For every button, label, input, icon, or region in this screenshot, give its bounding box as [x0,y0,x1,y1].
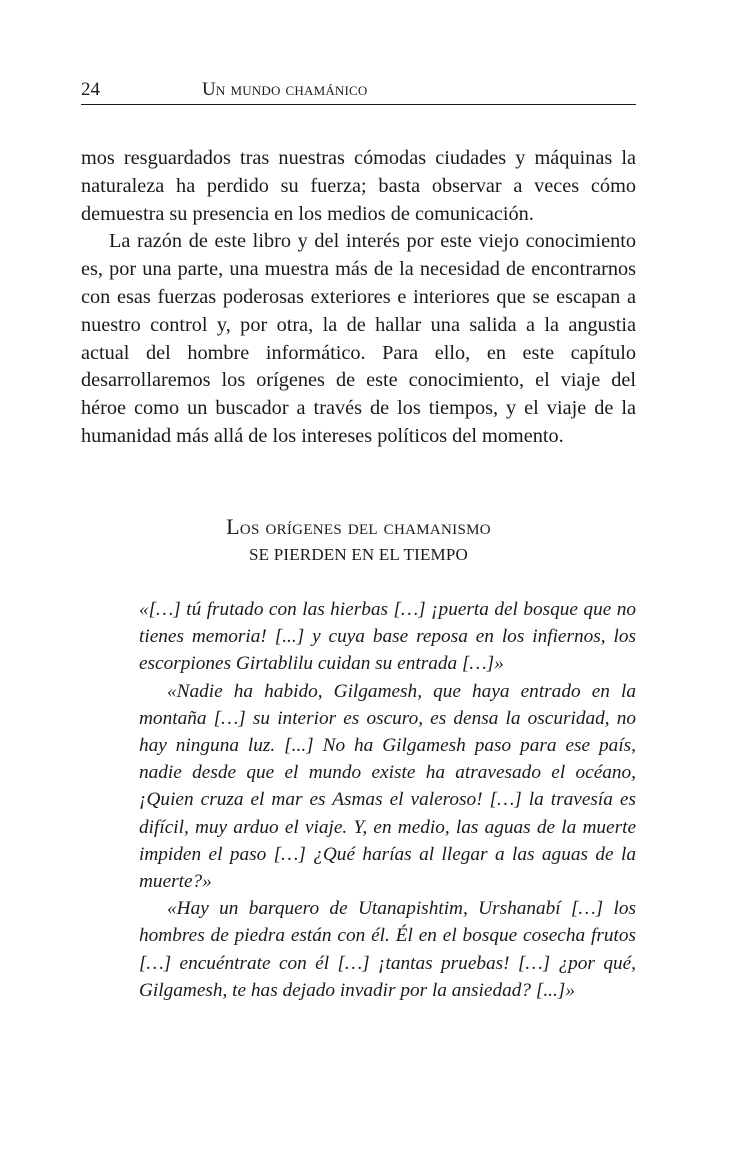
running-title: Un mundo chamánico [202,79,368,100]
quote-paragraph: «Nadie ha habido, Gilgamesh, que haya entrado en la montaña […] su interior es oscuro, es densa la oscuridad, no hay ninguna luz. [...] No ha Gilgamesh paso para ese país, nadie desde que el mundo existe ha atravesado el océano, ¡Quien cruza el mar es Asmas el valeroso! […] la travesía es difícil, muy arduo el viaje. Y, en medio, las aguas de la muerte impiden el paso […] ¿Qué harías al llegar a las aguas de la muerte?» [139,680,636,893]
page-number: 24 [81,79,100,100]
quote-paragraph: «[…] tú frutado con las hierbas […] ¡puerta del bosque que no tienes memoria! [...] y cuya base reposa en los infiernos, los escorpiones Girtablilu cuidan su entrada […]» [139,599,636,675]
section-heading-line2: SE PIERDEN EN EL TIEMPO [249,545,468,564]
page-header [81,78,636,105]
quote-paragraph: «Hay un barquero de Utanapishtim, Urshanabí […] los hombres de piedra están con él. Él en el bosque cosecha frutos […] encuéntrate con él […] ¡tantas pruebas! […] ¿por qué, Gilgamesh, te has dejado invadir por la ansiedad? [...]» [139,898,636,1001]
body-paragraph: mos resguardados tras nuestras cómodas ciudades y máquinas la naturaleza ha perdido su fuerza; basta observar a veces cómo demuestra su presencia en los medios de comunicación. [81,147,636,225]
section-heading [81,512,636,568]
body-paragraph: La razón de este libro y del interés por este viejo conocimiento es, por una parte, una muestra más de la necesidad de encontrarnos con esas fuerzas poderosas exteriores e interiores que se escapan a nuestro control y, por otra, la de hallar una salida a la angustia actual del hombre informático. Para ello, en este capítulo desarrollaremos los orígenes de este conocimiento, el viaje del héroe como un buscador a través de los tiempos, y el viaje de la humanidad más allá de los intereses políticos del momento. [81,230,636,447]
section-heading-line1: Los orígenes del chamanismo [226,514,491,539]
epigraph-quote [139,596,636,1004]
body-text [81,145,636,451]
